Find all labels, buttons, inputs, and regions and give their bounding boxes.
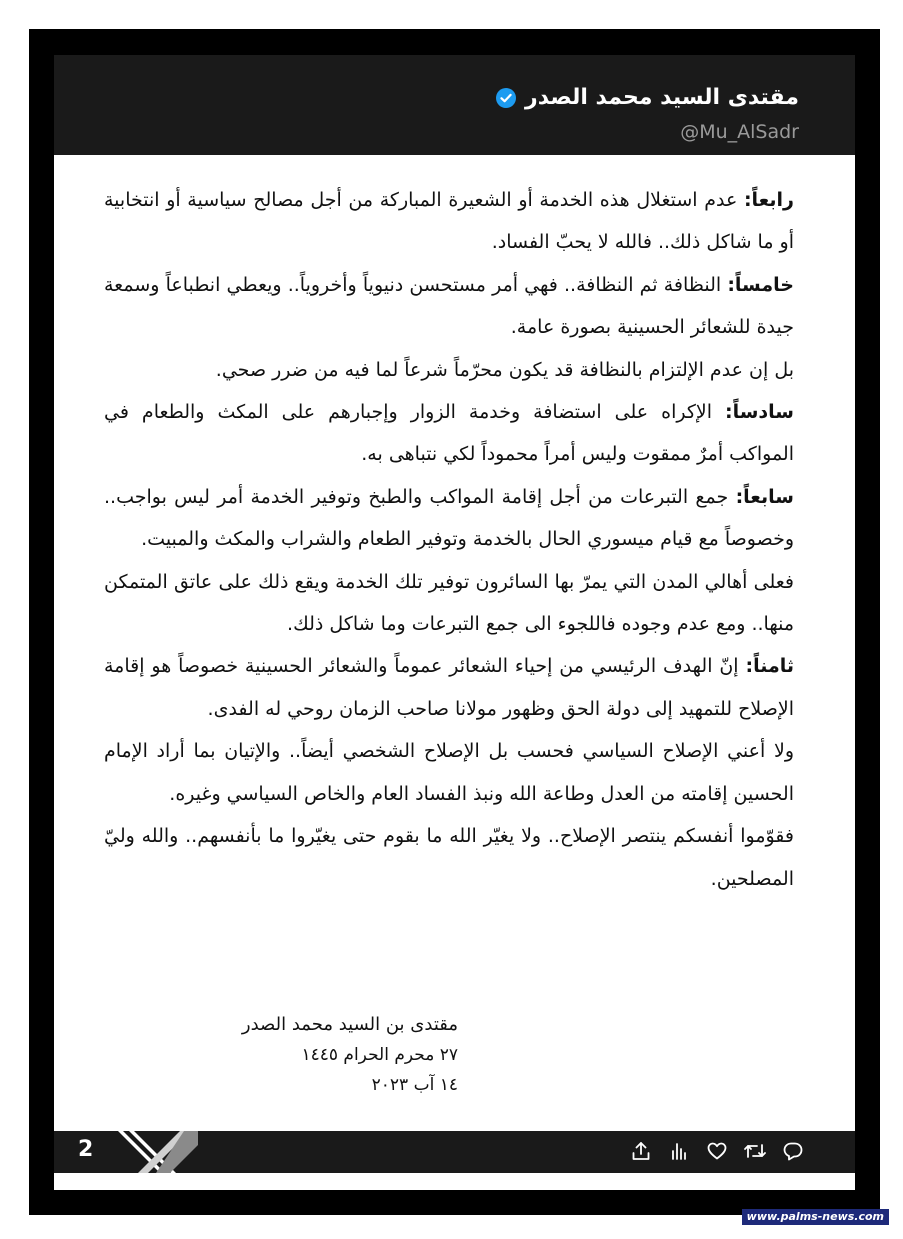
paragraph-text: ولا أعني الإصلاح السياسي فحسب بل الإصلاح الشخصي أيضاً.. والإتيان بما أراد الإمام الحسين إقامته من العدل وطاعة الله ونبذ الفساد العام والخاص السياسي وغيره. (104, 740, 794, 805)
page-number: 2 (78, 1137, 94, 1162)
signature-block (238, 1010, 458, 1100)
author-name[interactable]: مقتدى السيد محمد الصدر (525, 85, 799, 110)
author-row (495, 85, 799, 110)
x-logo-icon (118, 1131, 198, 1177)
paragraph-lead: سادساً: (725, 401, 794, 424)
stats-icon[interactable] (667, 1139, 691, 1163)
signature-hijri-date: ٢٧ محرم الحرام ١٤٤٥ (301, 1045, 458, 1065)
paragraph-6 (104, 391, 794, 476)
paragraph-text: النظافة ثم النظافة.. فهي أمر مستحسن دنيوياً وأخروياً.. ويعطي انطباعاً وسمعة جيدة للشعائر الحسينية بصورة عامة. (104, 273, 794, 339)
paragraph-lead: رابعاً: (743, 189, 794, 211)
paragraph-lead: ثامناً: (745, 655, 794, 678)
paragraph-text: جمع التبرعات من أجل إقامة المواكب والطبخ وتوفير الخدمة أمر ليس بواجب.. وخصوصاً مع قيام ميسوري الحال بالخدمة وتوفير الطعام والشراب والمكث والمبيت. (104, 485, 794, 551)
paragraph-8-cont (104, 730, 794, 815)
paragraph-text: بل إن عدم الإلتزام بالنظافة قد يكون محرّماً شرعاً لما فيه من ضرر صحي. (215, 358, 794, 381)
verified-badge-icon (495, 87, 517, 109)
author-handle[interactable]: @Mu_AlSadr (680, 121, 799, 143)
paragraph-text: إنّ الهدف الرئيسي من إحياء الشعائر عموماً والشعائر الحسينية خصوصاً هو إقامة الإصلاح للتمهيد إلى دولة الحق وظهور مولانا صاحب الزمان روحي له الفدى. (104, 655, 794, 720)
paragraph-text: عدم استغلال هذه الخدمة أو الشعيرة المباركة من أجل مصالح سياسية أو انتخابية أو ما شاكل ذلك.. فالله لا يحبّ الفساد. (104, 189, 794, 254)
action-bar (629, 1139, 805, 1163)
signature-gregorian-date: ١٤ آب ٢٠٢٣ (371, 1075, 458, 1095)
share-icon[interactable] (629, 1139, 653, 1163)
paragraph-5 (104, 264, 794, 349)
paragraph-lead: سابعاً: (735, 485, 794, 508)
paragraph-text: فعلى أهالي المدن التي يمرّ بها السائرون توفير تلك الخدمة ويقع ذلك على عاتق المتمكن منها.. ومع عدم وجوده فاللجوء الى جمع التبرعات وما شاكل ذلك. (104, 570, 794, 636)
paragraph-5-cont (104, 349, 794, 391)
tweet-card (54, 55, 855, 1190)
paragraph-text: الإكراه على استضافة وخدمة الزوار وإجبارهم على المكث والطعام في المواكب أمرٌ ممقوت وليس أمراً محموداً لكي نتباهى به. (104, 401, 794, 466)
paragraph-lead: خامساً: (727, 273, 794, 296)
paragraph-8 (104, 645, 794, 730)
paragraph-7-cont (104, 561, 794, 646)
paragraph-closing (104, 815, 794, 900)
tweet-footer (54, 1131, 855, 1173)
retweet-icon[interactable] (743, 1139, 767, 1163)
paragraph-text: فقوّموا أنفسكم ينتصر الإصلاح.. ولا يغيّر الله ما بقوم حتى يغيّروا ما بأنفسهم.. والله وليّ المصلحين. (104, 825, 794, 890)
paragraph-7 (104, 476, 794, 561)
like-icon[interactable] (705, 1139, 729, 1163)
tweet-body (104, 179, 794, 900)
tweet-header (54, 55, 855, 155)
signature-name: مقتدى بن السيد محمد الصدر (241, 1014, 458, 1035)
watermark-url: www.palms-news.com (742, 1209, 889, 1225)
paragraph-4 (104, 179, 794, 264)
reply-icon[interactable] (781, 1139, 805, 1163)
